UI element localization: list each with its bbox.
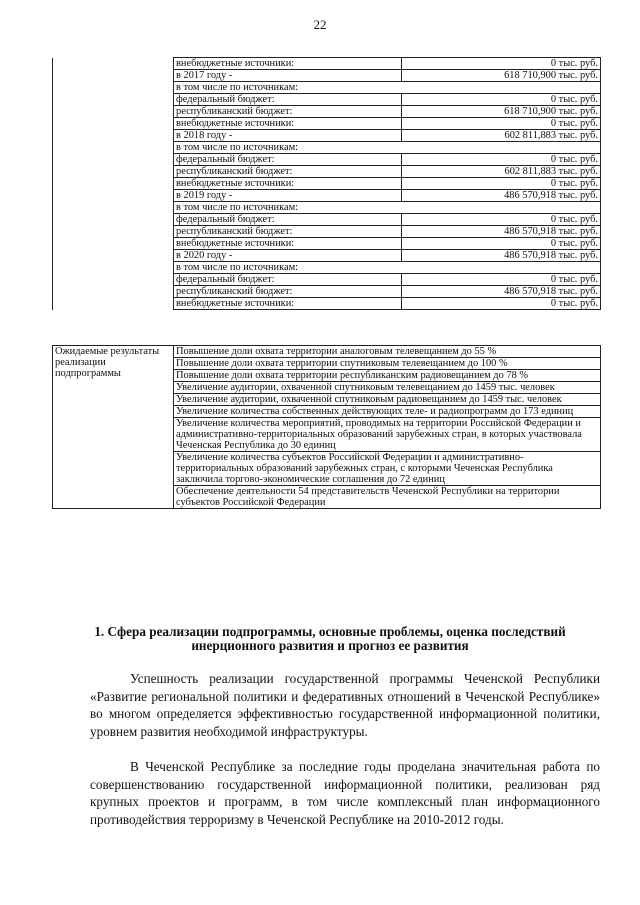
funding-label: республиканский бюджет: [174,166,402,178]
funding-amount: 0 тыс. руб. [402,298,601,310]
funding-left-cell [53,82,174,94]
funding-row [53,94,601,106]
funding-amount: 486 570,918 тыс. руб. [402,226,601,238]
paragraph-2: В Чеченской Республике за последние годы проделана значительная работа по совершенствованию государственной информационной политики, реализован ряд крупных проектов и программ, в том числе комплексный план информационного противодействия терроризму в Чеченской Республике на 2010-2012 годы. [90,759,600,827]
funding-row [53,178,601,190]
result-item: Увеличение количества субъектов Российской Федерации и административно-территориальных образований зарубежных стран, с которыми Чеченская Республика заключила торгово-экономические соглашения до 72 единиц [174,452,601,486]
funding-amount: 0 тыс. руб. [402,274,601,286]
funding-amount: 486 570,918 тыс. руб. [402,250,601,262]
funding-left-cell [53,250,174,262]
result-row [53,346,601,358]
funding-label: в том числе по источникам: [174,202,601,214]
paragraph-1: Успешность реализации государственной программы Чеченской Республики «Развитие региональной политики и федеративных отношений в Чеченской Республике» во многом определяется эффективностью государственной информационной политики, уровнем развития необходимой инфраструктуры. [90,671,600,739]
result-item: Обеспечение деятельности 54 представительств Чеченской Республики на территории субъектов Российской Федерации [174,486,601,509]
funding-row [53,58,601,70]
funding-left-cell [53,166,174,178]
funding-label: федеральный бюджет: [174,154,402,166]
funding-left-cell [53,214,174,226]
funding-label: в 2019 году - [174,190,402,202]
funding-row [53,226,601,238]
funding-left-cell [53,58,174,70]
funding-row [53,286,601,298]
funding-label: в 2018 году - [174,130,402,142]
funding-label: внебюджетные источники: [174,178,402,190]
funding-row [53,130,601,142]
funding-left-cell [53,94,174,106]
funding-row [53,238,601,250]
section-title: 1. Сфера реализации подпрограммы, основные проблемы, оценка последствий инерционного развития и прогноз ее развития [94,624,566,653]
result-item: Увеличение количества собственных действующих теле- и радиопрограмм до 173 единиц [174,406,601,418]
funding-amount: 618 710,900 тыс. руб. [402,106,601,118]
funding-left-cell [53,274,174,286]
funding-left-cell [53,130,174,142]
funding-row [53,154,601,166]
result-item: Повышение доли охвата территории аналоговым телевещанием до 55 % [174,346,601,358]
funding-label: федеральный бюджет: [174,214,402,226]
funding-left-cell [53,178,174,190]
result-item: Повышение доли охвата территории спутниковым телевещанием до 100 % [174,358,601,370]
funding-row [53,82,601,94]
funding-label: республиканский бюджет: [174,286,402,298]
funding-amount: 0 тыс. руб. [402,238,601,250]
funding-row [53,166,601,178]
funding-row [53,262,601,274]
result-item: Повышение доли охвата территории республиканским радиовещанием до 78 % [174,370,601,382]
funding-amount: 486 570,918 тыс. руб. [402,286,601,298]
funding-left-cell [53,154,174,166]
funding-row [53,298,601,310]
funding-label: внебюджетные источники: [174,118,402,130]
results-table [52,345,601,509]
funding-amount: 602 811,883 тыс. руб. [402,130,601,142]
page-number: 22 [313,17,327,32]
funding-amount: 0 тыс. руб. [402,94,601,106]
funding-left-cell [53,238,174,250]
funding-left-cell [53,70,174,82]
funding-row [53,190,601,202]
funding-label: в том числе по источникам: [174,262,601,274]
funding-left-cell [53,118,174,130]
funding-amount: 0 тыс. руб. [402,154,601,166]
funding-left-cell [53,142,174,154]
funding-row [53,202,601,214]
funding-row [53,118,601,130]
funding-label: республиканский бюджет: [174,226,402,238]
funding-row [53,274,601,286]
result-item: Увеличение аудитории, охваченной спутниковым радиовещанием до 1459 тыс. человек [174,394,601,406]
funding-amount: 618 710,900 тыс. руб. [402,70,601,82]
funding-amount: 0 тыс. руб. [402,214,601,226]
funding-row [53,142,601,154]
funding-amount: 0 тыс. руб. [402,118,601,130]
funding-left-cell [53,202,174,214]
funding-amount: 602 811,883 тыс. руб. [402,166,601,178]
funding-left-cell [53,298,174,310]
funding-label: внебюджетные источники: [174,58,402,70]
funding-label: республиканский бюджет: [174,106,402,118]
funding-left-cell [53,190,174,202]
funding-row [53,250,601,262]
funding-label: в 2017 году - [174,70,402,82]
result-item: Увеличение количества мероприятий, проводимых на территории Российской Федерации и административно-территориальных образований зарубежных стран, в которых участвовала Чеченская Республика до 30 единиц [174,418,601,452]
funding-left-cell [53,286,174,298]
funding-label: федеральный бюджет: [174,94,402,106]
funding-amount: 486 570,918 тыс. руб. [402,190,601,202]
result-item: Увеличение аудитории, охваченной спутниковым телевещанием до 1459 тыс. человек [174,382,601,394]
funding-label: в том числе по источникам: [174,142,601,154]
funding-left-cell [53,106,174,118]
funding-label: в 2020 году - [174,250,402,262]
results-label: Ожидаемые результаты реализации подпрограммы [53,346,174,509]
funding-row [53,214,601,226]
funding-label: в том числе по источникам: [174,82,601,94]
funding-amount: 0 тыс. руб. [402,58,601,70]
funding-table [52,57,601,310]
funding-left-cell [53,226,174,238]
funding-label: внебюджетные источники: [174,298,402,310]
funding-amount: 0 тыс. руб. [402,178,601,190]
funding-label: внебюджетные источники: [174,238,402,250]
funding-left-cell [53,262,174,274]
funding-label: федеральный бюджет: [174,274,402,286]
funding-row [53,70,601,82]
funding-row [53,106,601,118]
